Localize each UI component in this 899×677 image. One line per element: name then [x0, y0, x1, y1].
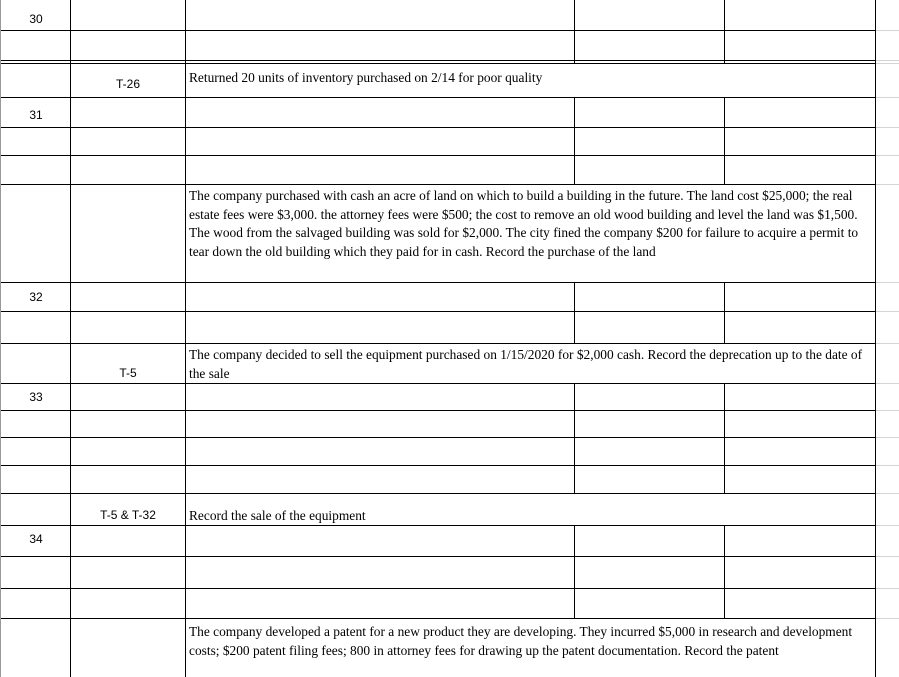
row-number: 34	[29, 532, 43, 546]
transaction-description[interactable]: Returned 20 units of inventory purchased on 2/14 for poor quality	[189, 70, 543, 85]
transaction-description[interactable]: The company purchased with cash an acre of land on which to build a building in the future. The land cost $25,000; the real estate fees were $3,000. the attorney fees were $500; the cost to remove an old wood building and level the land was $1,500. The wood from the salvaged building was sold for $2,000. The city fined the company $200 for failure to acquire a permit to tear down the old building which they paid for in cash. Record the purchase of the land	[189, 188, 859, 259]
row-number: 30	[29, 12, 43, 26]
transaction-ref: T-5	[119, 366, 137, 380]
row-number: 31	[29, 108, 43, 122]
transaction-ref: T-5 & T-32	[100, 508, 156, 522]
transaction-description[interactable]: Record the sale of the equipment	[189, 508, 366, 523]
row-number: 32	[29, 290, 43, 304]
transaction-ref: T-26	[115, 77, 140, 91]
row-number: 33	[29, 390, 43, 404]
transaction-description[interactable]: The company developed a patent for a new product they are developing. They incurred $5,000 in research and development costs; $200 patent filing fees; 800 in attorney fees for drawing up the patent documentation. Record the patent	[189, 624, 853, 658]
transaction-description[interactable]: The company decided to sell the equipment purchased on 1/15/2020 for $2,000 cash. Record the deprecation up to the date of the sale	[189, 347, 863, 381]
